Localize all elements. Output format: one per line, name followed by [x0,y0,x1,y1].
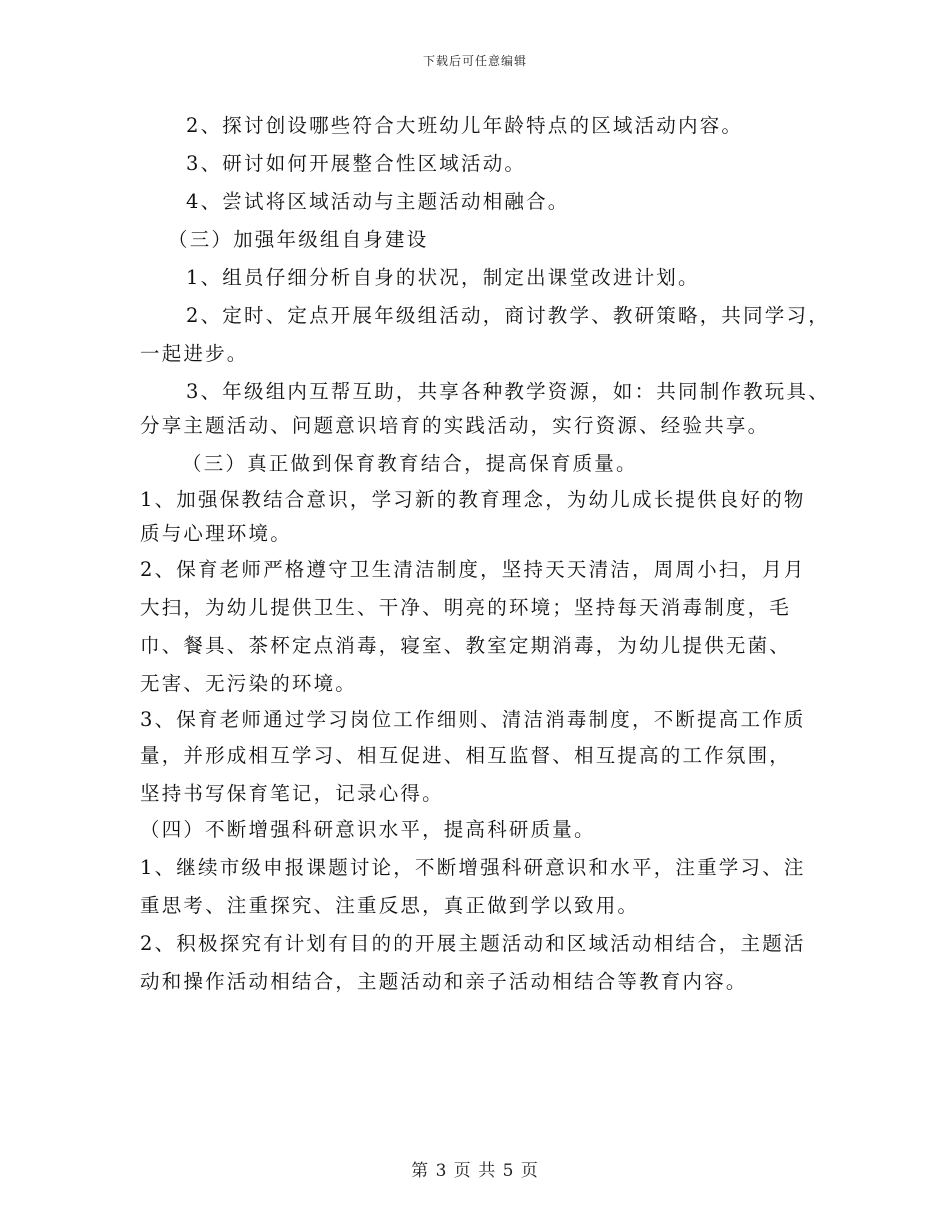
text-line: 重思考、注重探究、注重反思，真正做到学以致用。 [140,894,640,917]
text-line: 3、年级组内互帮互助，共享各种教学资源，如：共同制作教玩具、 [186,380,830,403]
text-line: 无害、无污染的环境。 [140,672,358,695]
text-line: 4、尝试将区域活动与主题活动相融合。 [186,190,570,213]
text-line: 1、继续市级申报课题讨论，不断增强科研意识和水平，注重学习、注 [140,856,806,879]
text-line: 坚持书写保育笔记，记录心得。 [140,782,444,805]
text-line: 巾、餐具、茶杯定点消毒，寝室、教室定期消毒，为幼儿提供无菌、 [140,634,792,657]
text-line: 一起进步。 [140,342,249,365]
section-heading: （四）不断增强科研意识水平，提高科研质量。 [140,818,596,841]
text-line: 质与心理环境。 [140,522,292,545]
text-line: 3、研讨如何开展整合性区域活动。 [186,152,527,175]
text-line: 1、组员仔细分析自身的状况，制定出课堂改进计划。 [186,266,700,289]
text-line: 大扫，为幼儿提供卫生、干净、明亮的环境；坚持每天消毒制度，毛 [140,596,792,619]
text-line: 2、定时、定点开展年级组活动，商讨教学、教研策略，共同学习， [186,304,830,327]
page-footer: 第 3 页 共 5 页 [411,1161,539,1181]
text-line: 2、积极探究有计划有目的的开展主题活动和区域活动相结合，主题活 [140,932,806,955]
text-line: 2、保育老师严格遵守卫生清洁制度，坚持天天清洁，周周小扫，月月 [140,558,806,581]
text-line: 分享主题活动、问题意识培育的实践活动，实行资源、经验共享。 [140,414,770,437]
text-line: 3、保育老师通过学习岗位工作细则、清洁消毒制度，不断提高工作质 [140,708,806,731]
text-line: 动和操作活动相结合，主题活动和亲子活动相结合等教育内容。 [140,970,748,993]
text-line: 量，并形成相互学习、相互促进、相互监督、相互提高的工作氛围， [140,744,792,767]
text-line: 1、加强保教结合意识，学习新的教育理念，为幼儿成长提供良好的物 [140,488,806,511]
page-header: 下载后可任意编辑 [422,54,527,68]
section-heading: （三）真正做到保育教育结合，提高保育质量。 [182,452,638,475]
text-line: 2、探讨创设哪些符合大班幼儿年龄特点的区域活动内容。 [186,114,744,137]
section-heading: （三）加强年级组自身建设 [168,228,429,251]
